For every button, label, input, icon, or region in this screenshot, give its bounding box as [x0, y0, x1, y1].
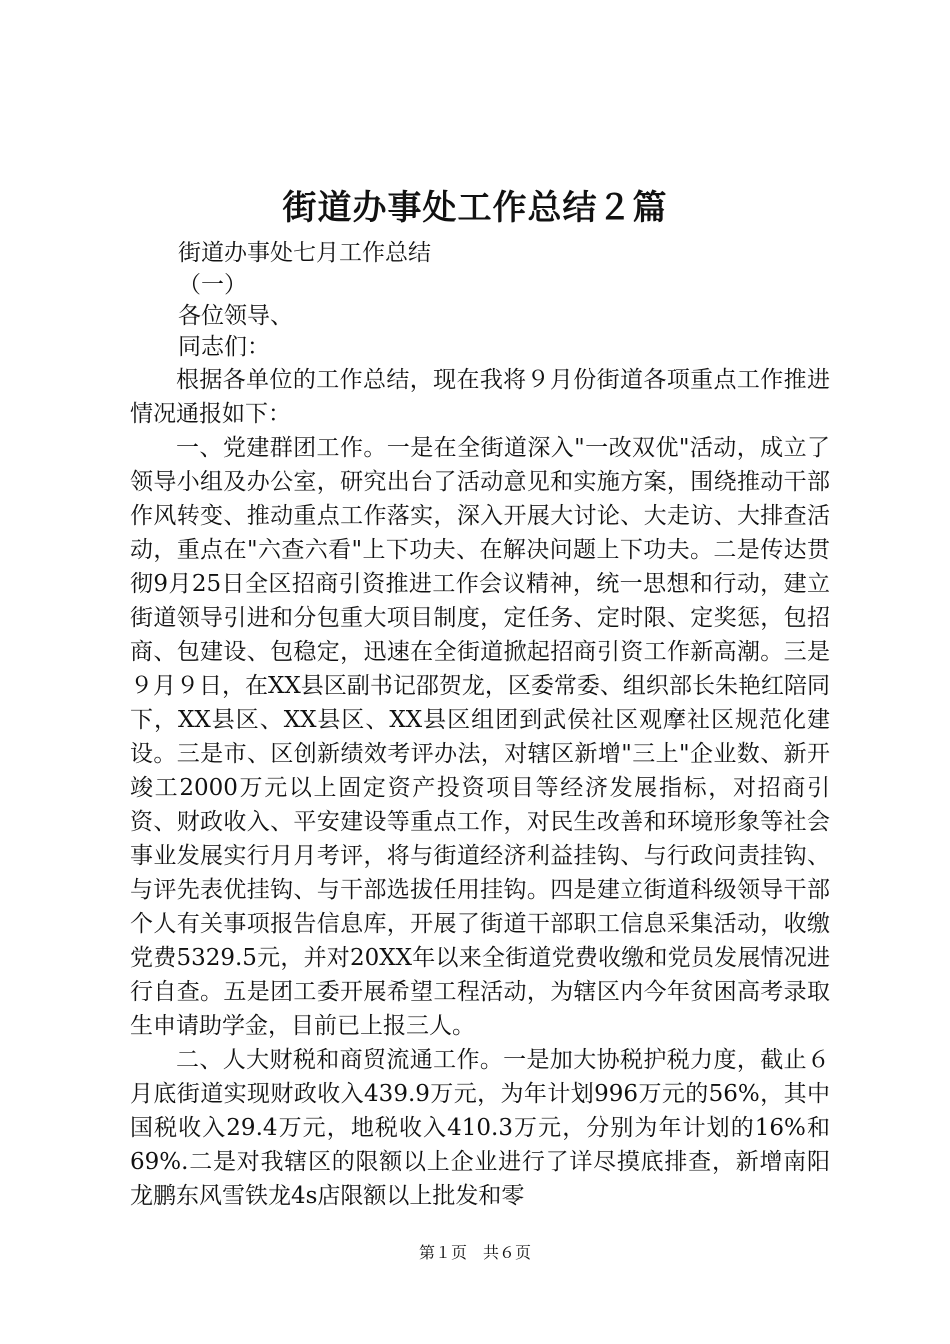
- paragraph-intro: 根据各单位的工作总结，现在我将９月份街道各项重点工作推进情况通报如下：: [130, 367, 830, 427]
- salutation-leaders: 各位领导、: [178, 303, 293, 329]
- document-subtitle: 街道办事处七月工作总结: [178, 240, 431, 266]
- paragraph-finance-commerce: 二、人大财税和商贸流通工作。一是加大协税护税力度，截止６月底街道实现财政收入439.9万元，为年计划996万元的56%，其中国税收入29.4万元，地税收入410.3万元，分别为年计划的16%和69%.二是对我辖区的限额以上企业进行了详尽摸底排查，新增南阳龙鹏东风雪铁龙4s店限额以上批发和零: [130, 1047, 830, 1209]
- page-footer: 第１页 共６页: [418, 1243, 531, 1262]
- paragraph-party-building: 一、党建群团工作。一是在全街道深入"一改双优"活动，成立了领导小组及办公室，研究出台了活动意见和实施方案，围绕推动干部作风转变、推动重点工作落实，深入开展大讨论、大走访、大排查活动，重点在"六查六看"上下功夫、在解决问题上下功夫。二是传达贯彻9月25日全区招商引资推进工作会议精神，统一思想和行动，建立街道领导引进和分包重大项目制度，定任务、定时限、定奖惩，包招商、包建设、包稳定，迅速在全街道掀起招商引资工作新高潮。三是９月９日，在XX县区副书记邵贺龙，区委常委、组织部长朱艳红陪同下，XX县区、XX县区、XX县区组团到武侯社区观摩社区规范化建设。三是市、区创新绩效考评办法，对辖区新增"三上"企业数、新开竣工2000万元以上固定资产投资项目等经济发展指标，对招商引资、财政收入、平安建设等重点工作，对民生改善和环境形象等社会事业发展实行月月考评，将与街道经济利益挂钩、与行政问责挂钩、与评先表优挂钩、与干部选拔任用挂钩。四是建立街道科级领导干部个人有关事项报告信息库，开展了街道干部职工信息采集活动，收缴党费5329.5元，并对20XX年以来全街道党费收缴和党员发展情况进行自查。五是团工委开展希望工程活动，为辖区内今年贫困高考录取生申请助学金，目前已上报三人。: [130, 435, 830, 1039]
- document-body: [130, 363, 830, 1213]
- document-title: 街道办事处工作总结２篇: [282, 188, 668, 228]
- salutation-comrades: 同志们：: [178, 334, 270, 360]
- section-marker: （一）: [178, 272, 247, 298]
